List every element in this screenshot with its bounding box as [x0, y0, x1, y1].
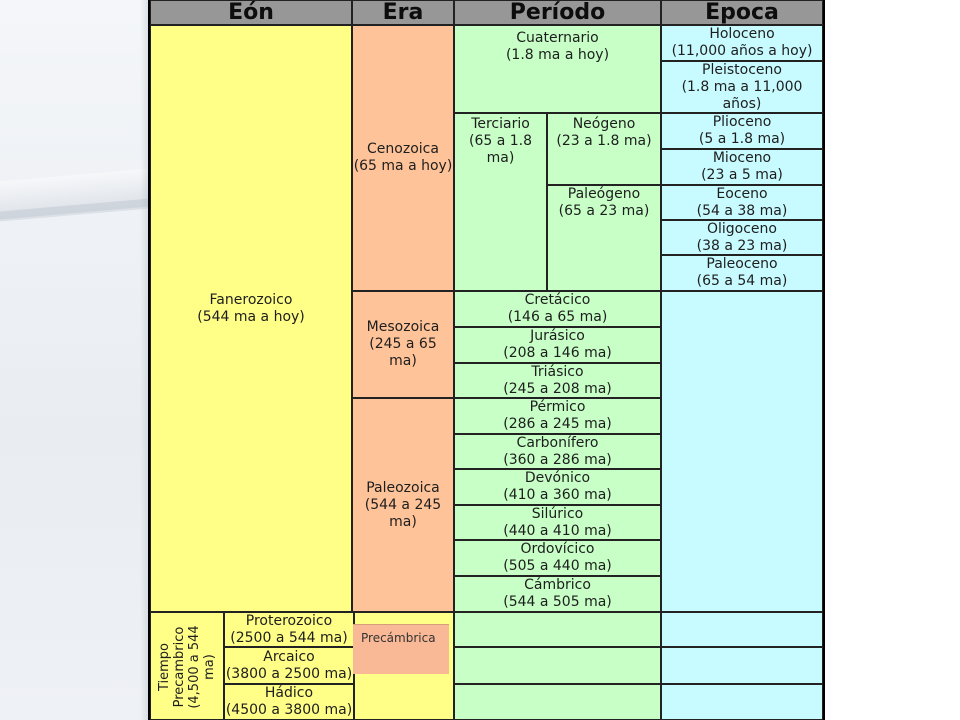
precambrica-label-box[interactable]: [353, 624, 449, 674]
eon-precambrico: Tiempo Precambrico (4,500 a 544 ma): [157, 625, 217, 709]
eon-fanerozoico: Fanerozoico (544 ma a hoy): [150, 25, 352, 612]
period-terciario: Terciario (65 a 1.8 ma): [454, 113, 547, 291]
period-carbonifero: Carbonífero (360 a 286 ma): [454, 434, 661, 469]
era-proterozoico: Proterozoico (2500 a 544 ma): [224, 612, 354, 647]
geologic-time-table: [148, 0, 825, 720]
period-jurasico: Jurásico (208 a 146 ma): [454, 327, 661, 363]
epoch-holoceno: Holoceno (11,000 años a hoy): [661, 25, 823, 61]
era-mesozoica: Mesozoica (245 a 65 ma): [352, 291, 454, 398]
period-cambrico: Cámbrico (544 a 505 ma): [454, 576, 661, 612]
epoch-eoceno: Eoceno (54 a 38 ma): [661, 185, 823, 220]
epoch-oligoceno: Oligoceno (38 a 23 ma): [661, 220, 823, 255]
epoch-mioceno: Mioceno (23 a 5 ma): [661, 149, 823, 185]
period-paleogeno: Paleógeno (65 a 23 ma): [547, 185, 661, 291]
period-blank: [454, 612, 661, 647]
header-era: Era: [352, 0, 454, 25]
period-triasico: Triásico (245 a 208 ma): [454, 363, 661, 398]
slide-background: [0, 0, 150, 720]
precambrica-label: Precámbrica: [361, 631, 436, 645]
period-neogeno: Neógeno (23 a 1.8 ma): [547, 113, 661, 185]
epoch-blank: [661, 647, 823, 684]
era-arcaico: Arcaico (3800 a 2500 ma): [224, 647, 354, 684]
period-permico: Pérmico (286 a 245 ma): [454, 398, 661, 434]
period-devonico: Devónico (410 a 360 ma): [454, 469, 661, 505]
epoch-paleoceno: Paleoceno (65 a 54 ma): [661, 255, 823, 291]
period-cuaternario: Cuaternario (1.8 ma a hoy): [454, 25, 661, 113]
eon-precambrico-cell: [150, 612, 224, 720]
period-cretacico: Cretácico (146 a 65 ma): [454, 291, 661, 327]
epoch-blank: [661, 291, 823, 612]
period-ordovicico: Ordovícico (505 a 440 ma): [454, 540, 661, 576]
header-eon: Eón: [150, 0, 352, 25]
epoch-pleistoceno: Pleistoceno (1.8 ma a 11,000 años): [661, 61, 823, 113]
header-epoca: Epoca: [661, 0, 823, 25]
epoch-blank: [661, 684, 823, 720]
period-silurico: Silúrico (440 a 410 ma): [454, 505, 661, 540]
period-blank: [454, 647, 661, 684]
epoch-plioceno: Plioceno (5 a 1.8 ma): [661, 113, 823, 149]
era-cenozoica: Cenozoica (65 ma a hoy): [352, 25, 454, 291]
period-blank: [454, 684, 661, 720]
epoch-blank: [661, 612, 823, 647]
era-hadico: Hádico (4500 a 3800 ma): [225, 685, 353, 718]
header-periodo: Período: [454, 0, 661, 25]
era-paleozoica: Paleozoica (544 a 245 ma): [352, 398, 454, 612]
